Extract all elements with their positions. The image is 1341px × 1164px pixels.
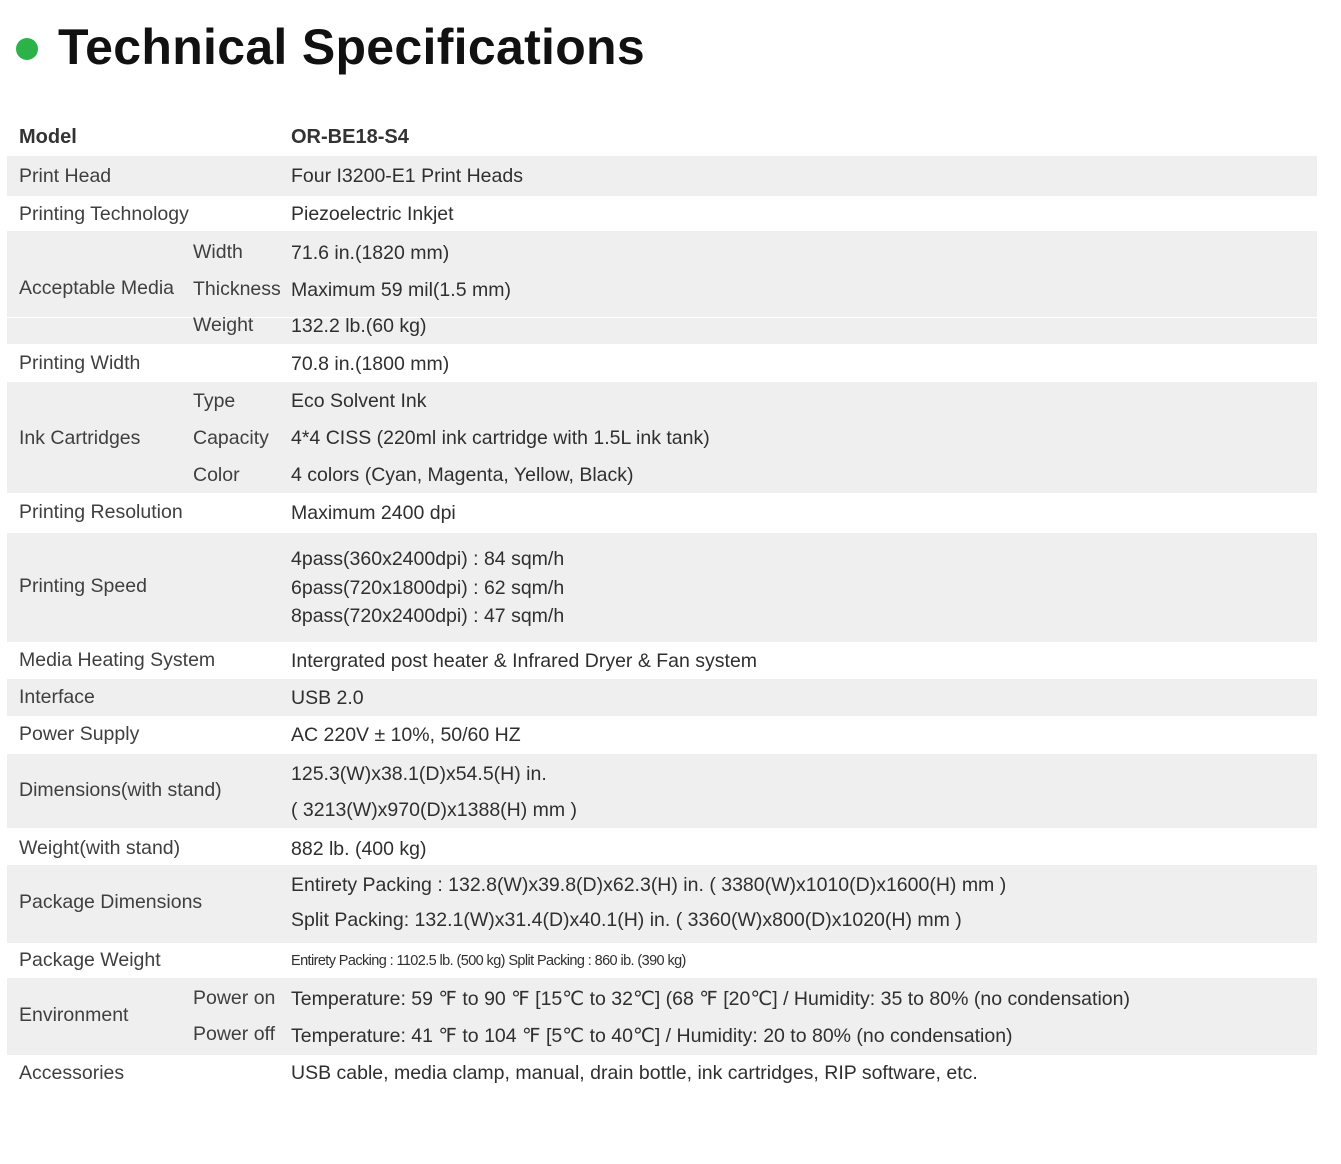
spec-value: ( 3213(W)x970(D)x1388(H) mm ) [291,799,578,821]
spec-label: Printing Technology [19,203,189,225]
page-title: Technical Specifications [58,19,646,75]
spec-label: Printing Speed [19,575,147,597]
spec-label: Interface [19,686,95,708]
spec-label: Printing Width [19,352,141,374]
spec-value: Four I3200-E1 Print Heads [291,165,523,187]
spec-value: 4 colors (Cyan, Magenta, Yellow, Black) [291,464,634,486]
spec-value: Piezoelectric Inkjet [291,203,454,225]
spec-sub-label: Weight [193,314,254,336]
spec-label: Model [19,126,77,148]
spec-label: Acceptable Media [19,277,175,299]
spec-value: 6pass(720x1800dpi) : 62 sqm/h [291,577,565,599]
spec-label: Power Supply [19,723,140,745]
spec-value: Maximum 2400 dpi [291,502,456,524]
spec-value: 882 lb. (400 kg) [291,838,427,860]
spec-value: AC 220V ± 10%, 50/60 HZ [291,724,521,746]
spec-sub-label: Power on [193,987,276,1009]
spec-row-printing-width [7,344,1317,382]
spec-value: 125.3(W)x38.1(D)x54.5(H) in. [291,763,547,785]
spec-value: 4*4 CISS (220ml ink cartridge with 1.5L ink tank) [291,427,710,449]
spec-value: 71.6 in.(1820 mm) [291,242,450,264]
spec-value: USB 2.0 [291,687,364,709]
spec-value: USB cable, media clamp, manual, drain bottle, ink cartridges, RIP software, etc. [291,1062,978,1084]
spec-row-environment [7,978,1317,1055]
spec-label: Print Head [19,165,112,187]
page-header [16,14,645,80]
spec-sub-label: Type [193,390,236,412]
spec-row-accessories [7,1055,1317,1092]
spec-value: Intergrated post heater & Infrared Dryer & Fan system [291,650,758,672]
spec-row-printing-resolution [7,493,1317,533]
spec-row-package-weight [7,943,1317,978]
spec-value: 70.8 in.(1800 mm) [291,353,450,375]
spec-row-interface [7,679,1317,716]
spec-value: Temperature: 59 ℉ to 90 ℉ [15℃ to 32℃] (68 ℉ [20℃] / Humidity: 35 to 80% (no condensation) [291,988,1130,1010]
spec-value: 4pass(360x2400dpi) : 84 sqm/h [291,548,565,570]
spec-label: Printing Resolution [19,501,183,523]
spec-value: Eco Solvent Ink [291,390,427,412]
spec-label: Accessories [19,1062,125,1084]
spec-value: 132.2 lb.(60 kg) [291,315,427,337]
spec-row-print-head [7,156,1317,196]
spec-value: Temperature: 41 ℉ to 104 ℉ [5℃ to 40℃] / Humidity: 20 to 80% (no condensation) [291,1025,1013,1047]
spec-row-acceptable-media [7,231,1317,344]
spec-row-ink-cartridges [7,382,1317,493]
spec-value: Entirety Packing : 132.8(W)x39.8(D)x62.3(H) in. ( 3380(W)x1010(D)x1600(H) mm ) [291,874,1007,896]
spec-sub-label: Width [193,241,243,263]
spec-row-dimensions [7,754,1317,828]
spec-label: Media Heating System [19,649,216,671]
spec-label: Package Dimensions [19,891,203,913]
spec-label: Weight(with stand) [19,837,181,859]
spec-label: Environment [19,1004,129,1026]
spec-value: OR-BE18-S4 [291,126,409,148]
spec-row-model [7,118,1317,156]
spec-value: Split Packing: 132.1(W)x31.4(D)x40.1(H) in. ( 3360(W)x800(D)x1020(H) mm ) [291,909,962,931]
spec-label: Dimensions(with stand) [19,779,222,801]
spec-row-weight [7,828,1317,865]
spec-row-package-dimensions [7,865,1317,943]
green-bullet-icon [16,38,38,60]
spec-value: Entirety Packing : 1102.5 lb. (500 kg) Split Packing : 860 ib. (390 kg) [291,953,686,969]
spec-sub-label: Color [193,464,240,486]
spec-value: 8pass(720x2400dpi) : 47 sqm/h [291,605,565,627]
spec-label: Package Weight [19,949,161,971]
spec-row-printing-speed [7,533,1317,642]
spec-label: Ink Cartridges [19,427,141,449]
spec-sub-label: Thickness [193,278,281,300]
spec-sub-label: Capacity [193,427,269,449]
spec-row-printing-technology [7,196,1317,231]
spec-sub-label: Power off [193,1023,276,1045]
spec-row-power-supply [7,716,1317,754]
spec-value: Maximum 59 mil(1.5 mm) [291,279,511,301]
spec-row-media-heating [7,642,1317,679]
